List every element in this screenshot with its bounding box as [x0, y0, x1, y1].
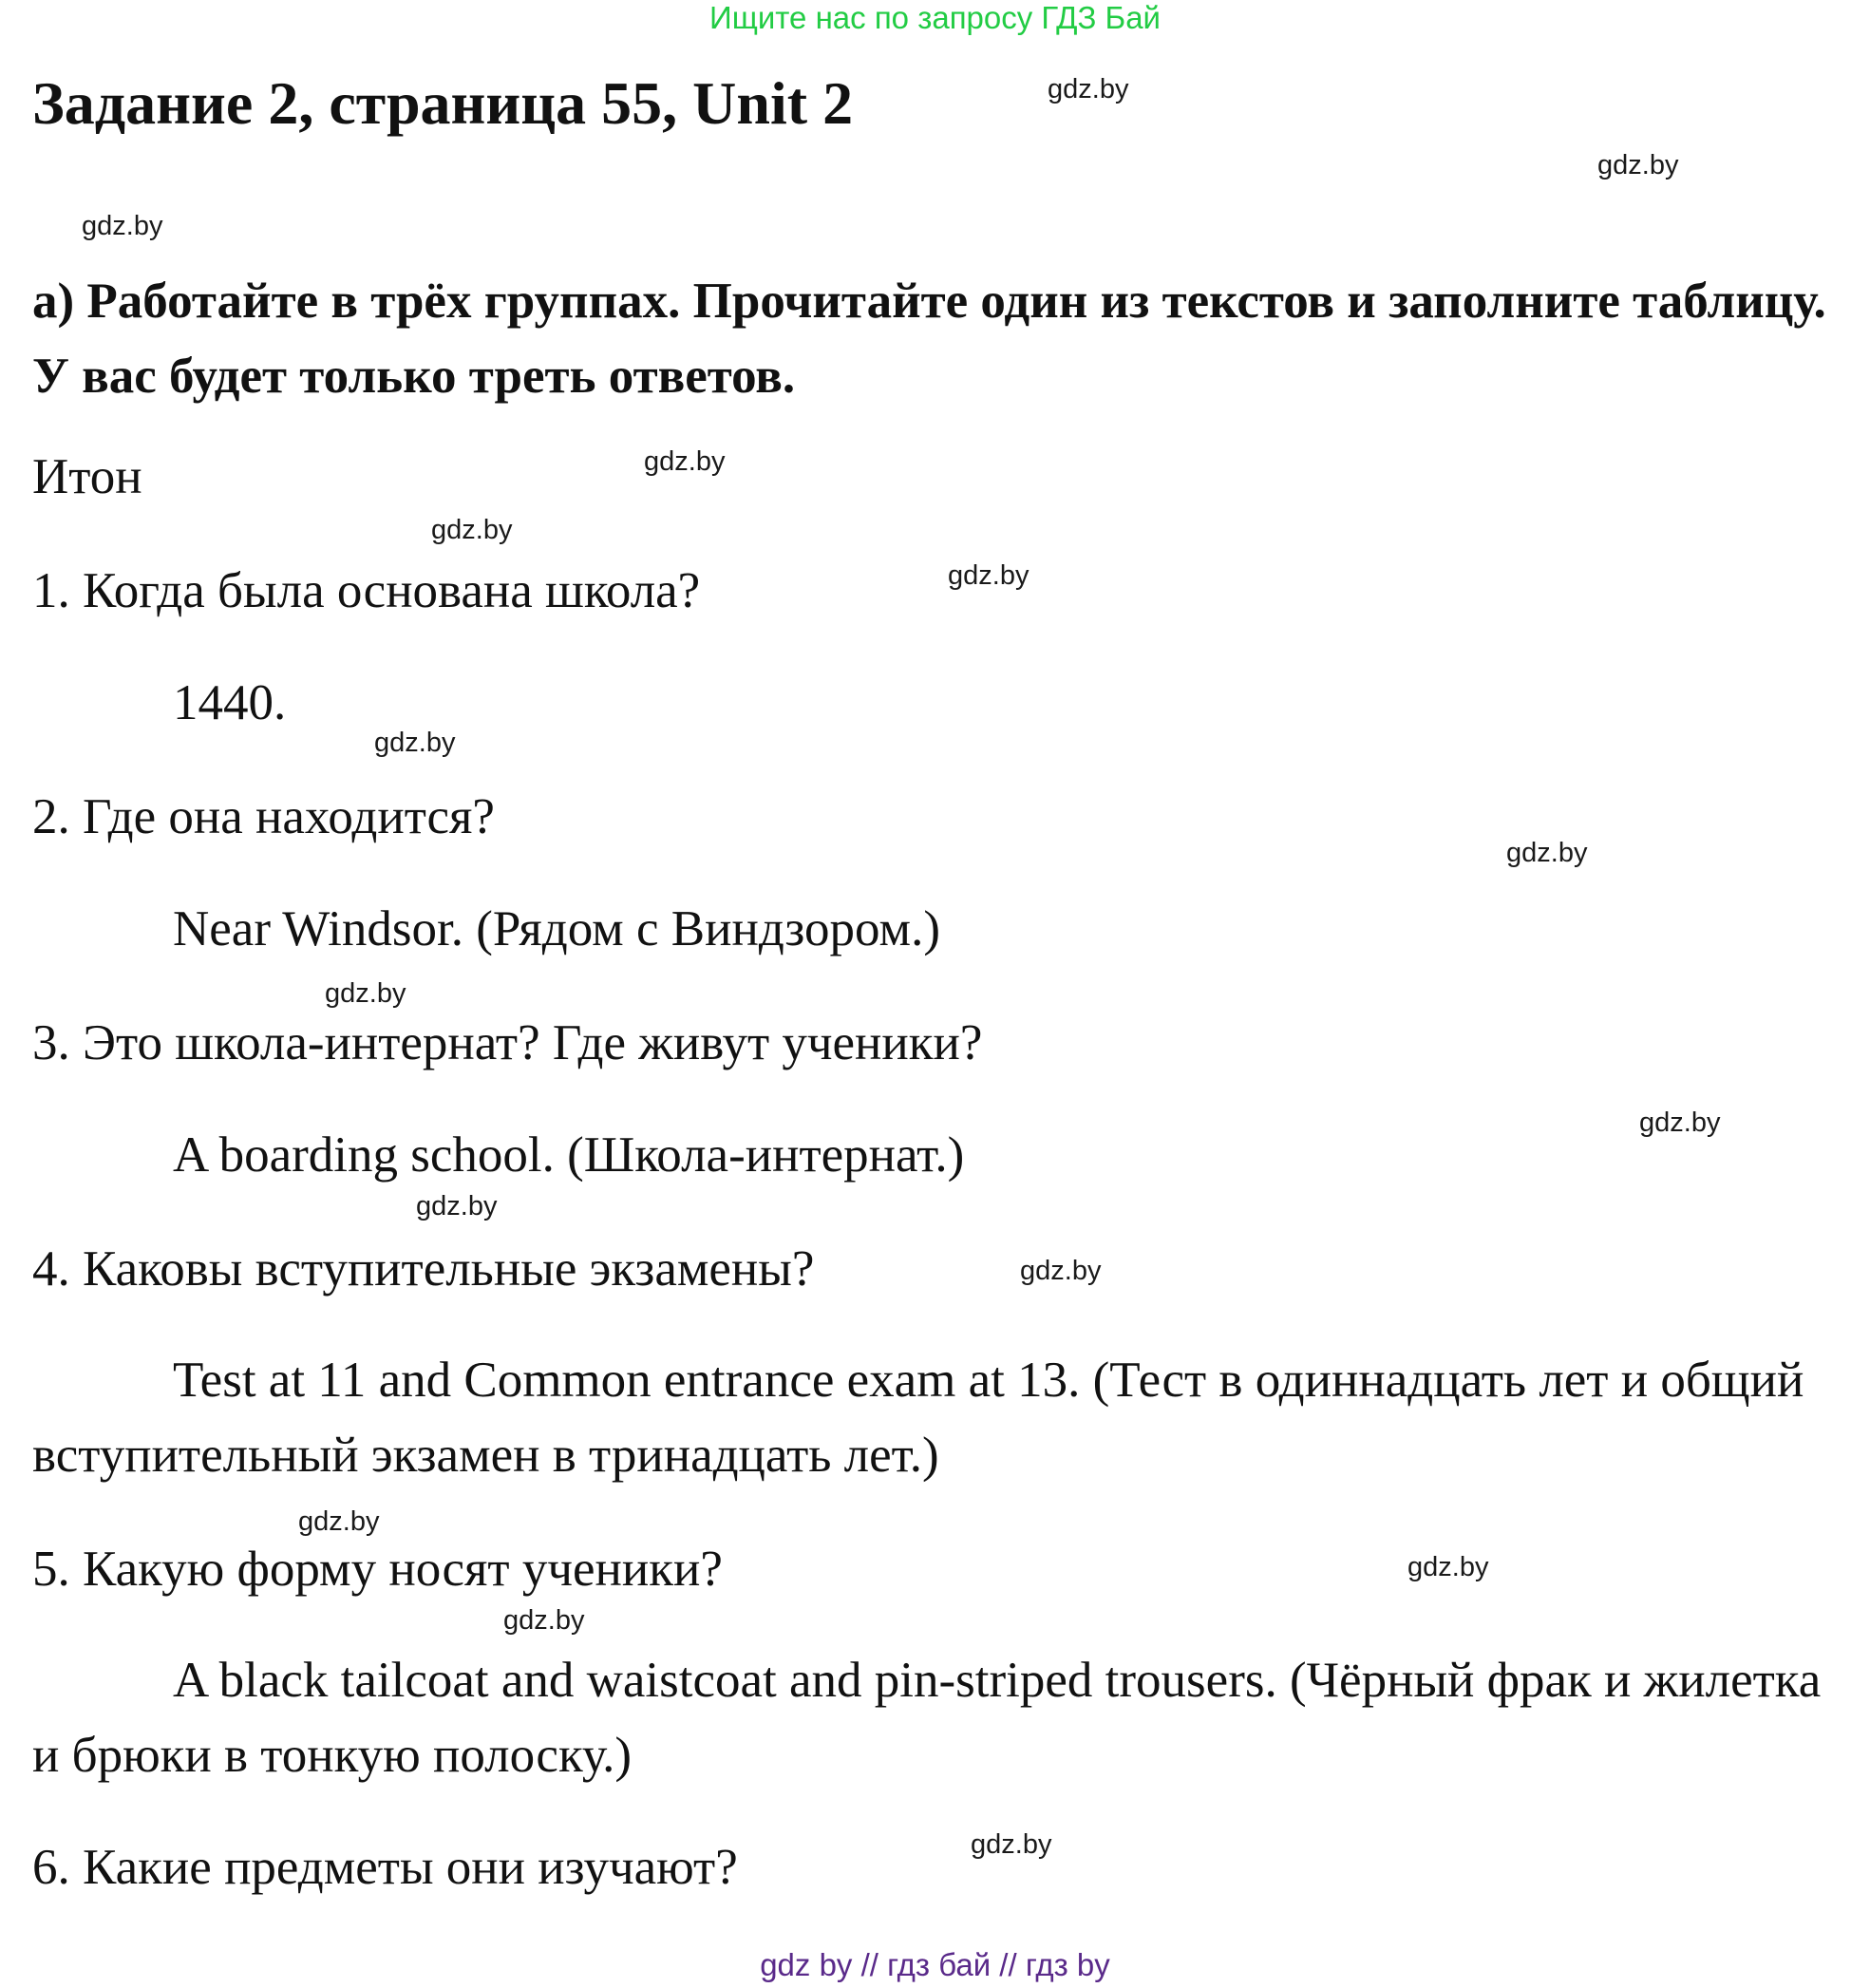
footer-links: gdz by // гдз бай // гдз by: [760, 1947, 1110, 1982]
question-2: 2. Где она находится?: [32, 789, 495, 844]
watermark: gdz.by: [1407, 1552, 1489, 1582]
watermark: gdz.by: [82, 211, 163, 241]
answer-4: Test at 11 and Common entrance exam at 13. (Тест в одиннадцать лет и общий вступительный экзамен в тринадцать лет.): [32, 1353, 1804, 1483]
answer-1: 1440.: [173, 675, 287, 730]
page-title: Задание 2, страница 55, Unit 2: [32, 69, 854, 137]
watermark: gdz.by: [1048, 74, 1129, 104]
question-3: 3. Это школа-интернат? Где живут ученики?: [32, 1015, 983, 1070]
answer-2: Near Windsor. (Рядом с Виндзором.): [173, 901, 940, 956]
section-heading: Итон: [32, 449, 142, 504]
answer-3: A boarding school. (Школа-интернат.): [173, 1127, 965, 1183]
watermark: gdz.by: [503, 1605, 585, 1636]
question-4: 4. Каковы вступительные экзамены?: [32, 1241, 815, 1297]
watermark: gdz.by: [1597, 150, 1679, 180]
watermark: gdz.by: [1020, 1256, 1102, 1286]
task-instruction: а) Работайте в трёх группах. Прочитайте один из текстов и заполните таблицу. У вас будет только треть ответов.: [32, 274, 1826, 404]
question-5: 5. Какую форму носят ученики?: [32, 1542, 723, 1597]
answer-5: A black tailcoat and waistcoat and pin-striped trousers. (Чёрный фрак и жилетка и брюки в тонкую полоску.): [32, 1653, 1822, 1783]
question-6: 6. Какие предметы они изучают?: [32, 1840, 738, 1895]
watermark: gdz.by: [948, 560, 1029, 591]
search-hint-banner: Ищите нас по запросу ГДЗ Бай: [709, 0, 1161, 35]
watermark: gdz.by: [416, 1191, 498, 1221]
watermark: gdz.by: [431, 515, 513, 545]
watermark: gdz.by: [1639, 1108, 1721, 1138]
watermark: gdz.by: [971, 1829, 1052, 1860]
watermark: gdz.by: [1506, 838, 1588, 868]
watermark: gdz.by: [325, 978, 406, 1009]
watermark: gdz.by: [298, 1506, 380, 1537]
watermark: gdz.by: [374, 728, 456, 758]
watermark: gdz.by: [644, 446, 726, 477]
question-1: 1. Когда была основана школа?: [32, 563, 701, 618]
